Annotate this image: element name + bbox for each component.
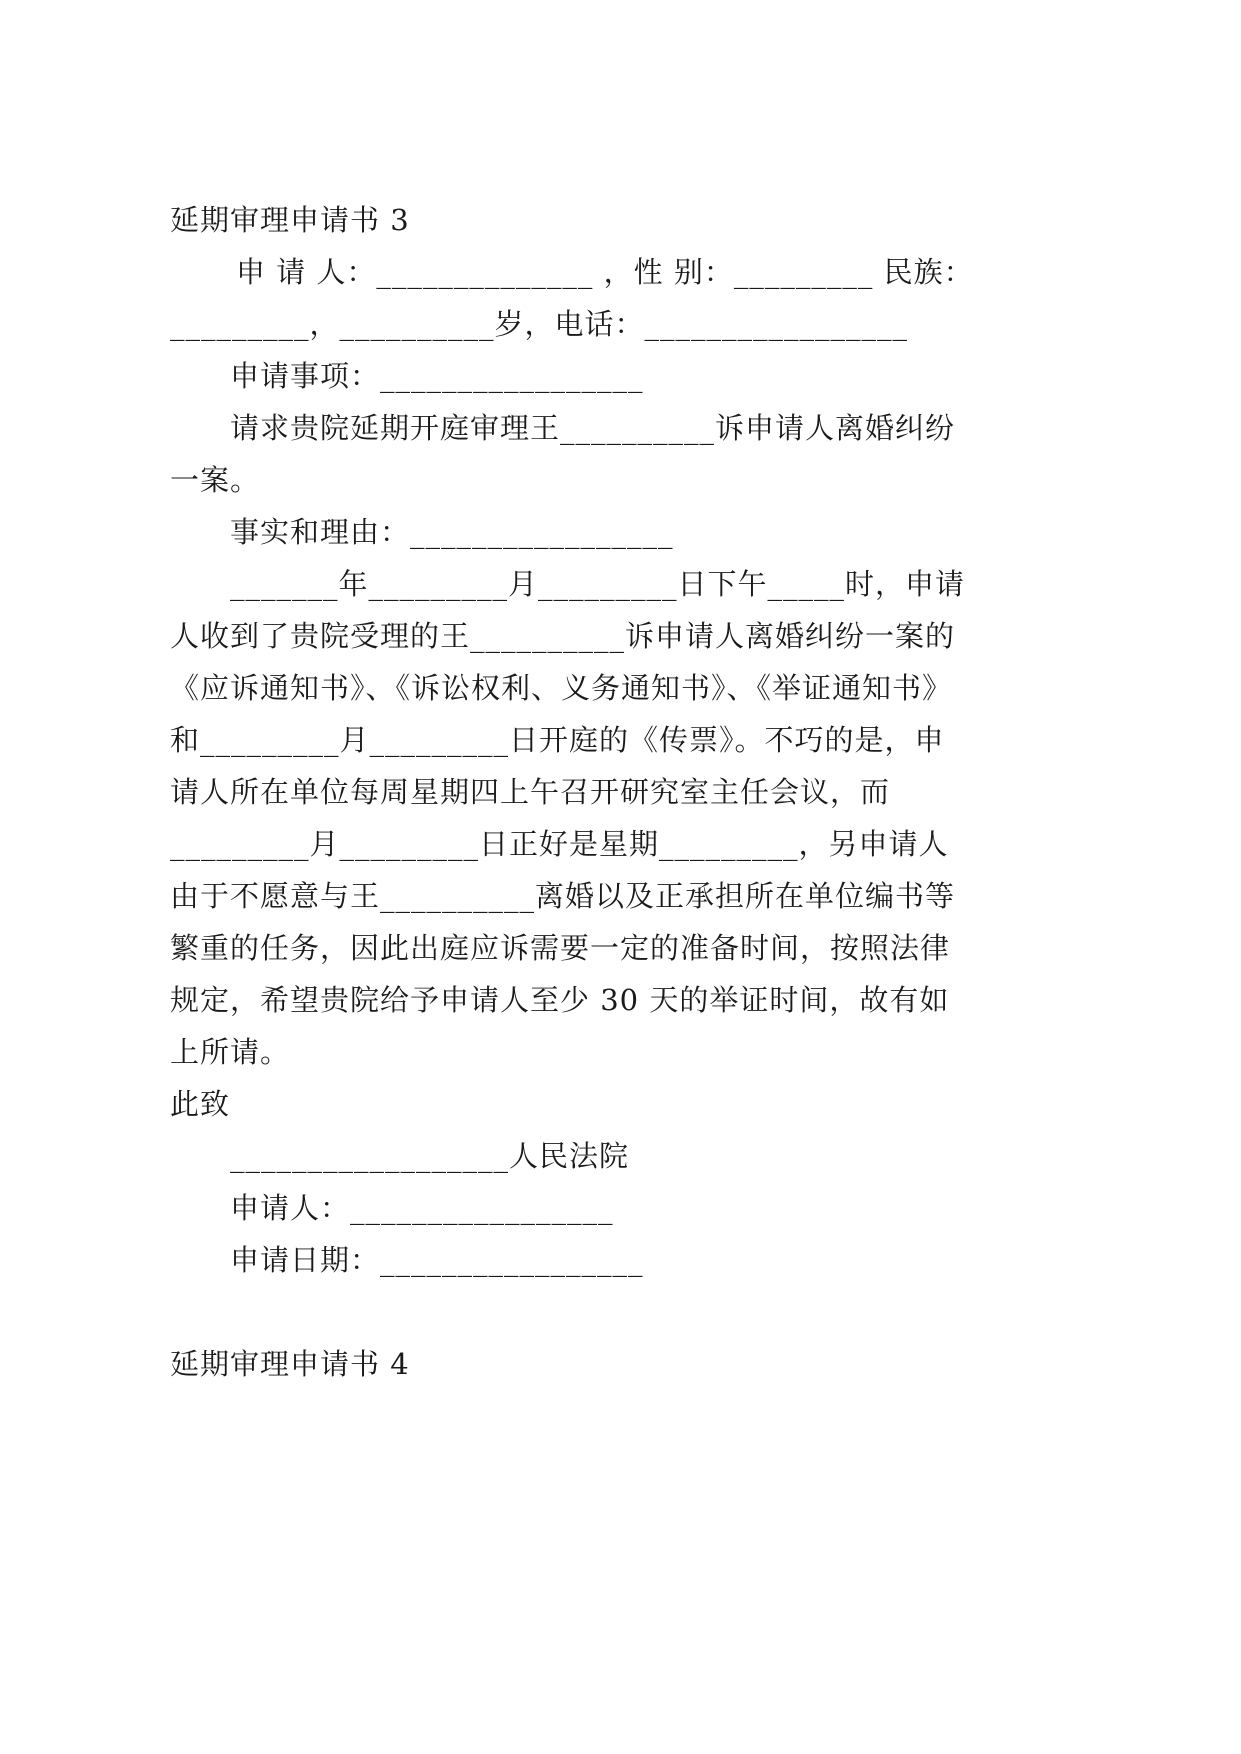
request-line-2: 一案。 <box>170 463 261 497</box>
body-line: _______年_________月_________日下午_____时，申请 <box>230 567 966 601</box>
matter-line: 申请事项：_________________ <box>230 359 644 393</box>
applicant-line: 申 请 人：______________ ，性 别：_________ 民族： <box>236 255 974 289</box>
body-line: 由于不愿意与王__________离婚以及正承担所在单位编书等 <box>170 879 956 913</box>
body-line: 繁重的任务，因此出庭应诉需要一定的准备时间，按照法律 <box>170 931 951 965</box>
body-line: 规定，希望贵院给予申请人至少 30 天的举证时间，故有如 <box>170 983 950 1017</box>
date-line: 申请日期：_________________ <box>230 1243 644 1277</box>
body-line: 和_________月_________日开庭的《传票》。不巧的是，申 <box>170 723 945 757</box>
body-line: 人收到了贵院受理的王__________诉申请人离婚纠纷一案的 <box>170 619 956 653</box>
body-line: 请人所在单位每周星期四上午召开研究室主任会议，而 <box>170 775 891 809</box>
section-3-title: 延期审理申请书 3 <box>170 203 410 237</box>
body-line: 上所请。 <box>170 1035 291 1069</box>
reason-heading: 事实和理由：_________________ <box>230 515 674 549</box>
signer-line: 申请人：_________________ <box>230 1191 614 1225</box>
age-phone-line: _________，__________岁，电话：_________________ <box>170 307 909 341</box>
section-4-title: 延期审理申请书 4 <box>170 1347 410 1381</box>
body-line: _________月_________日正好是星期_________，另申请人 <box>170 827 949 861</box>
body-line: 《应诉通知书》、《诉讼权利、义务通知书》、《举证通知书》 <box>170 671 953 705</box>
closing-greeting: 此致 <box>170 1087 231 1121</box>
request-line-1: 请求贵院延期开庭审理王__________诉申请人离婚纠纷 <box>230 411 956 445</box>
court-line: __________________人民法院 <box>230 1139 630 1173</box>
